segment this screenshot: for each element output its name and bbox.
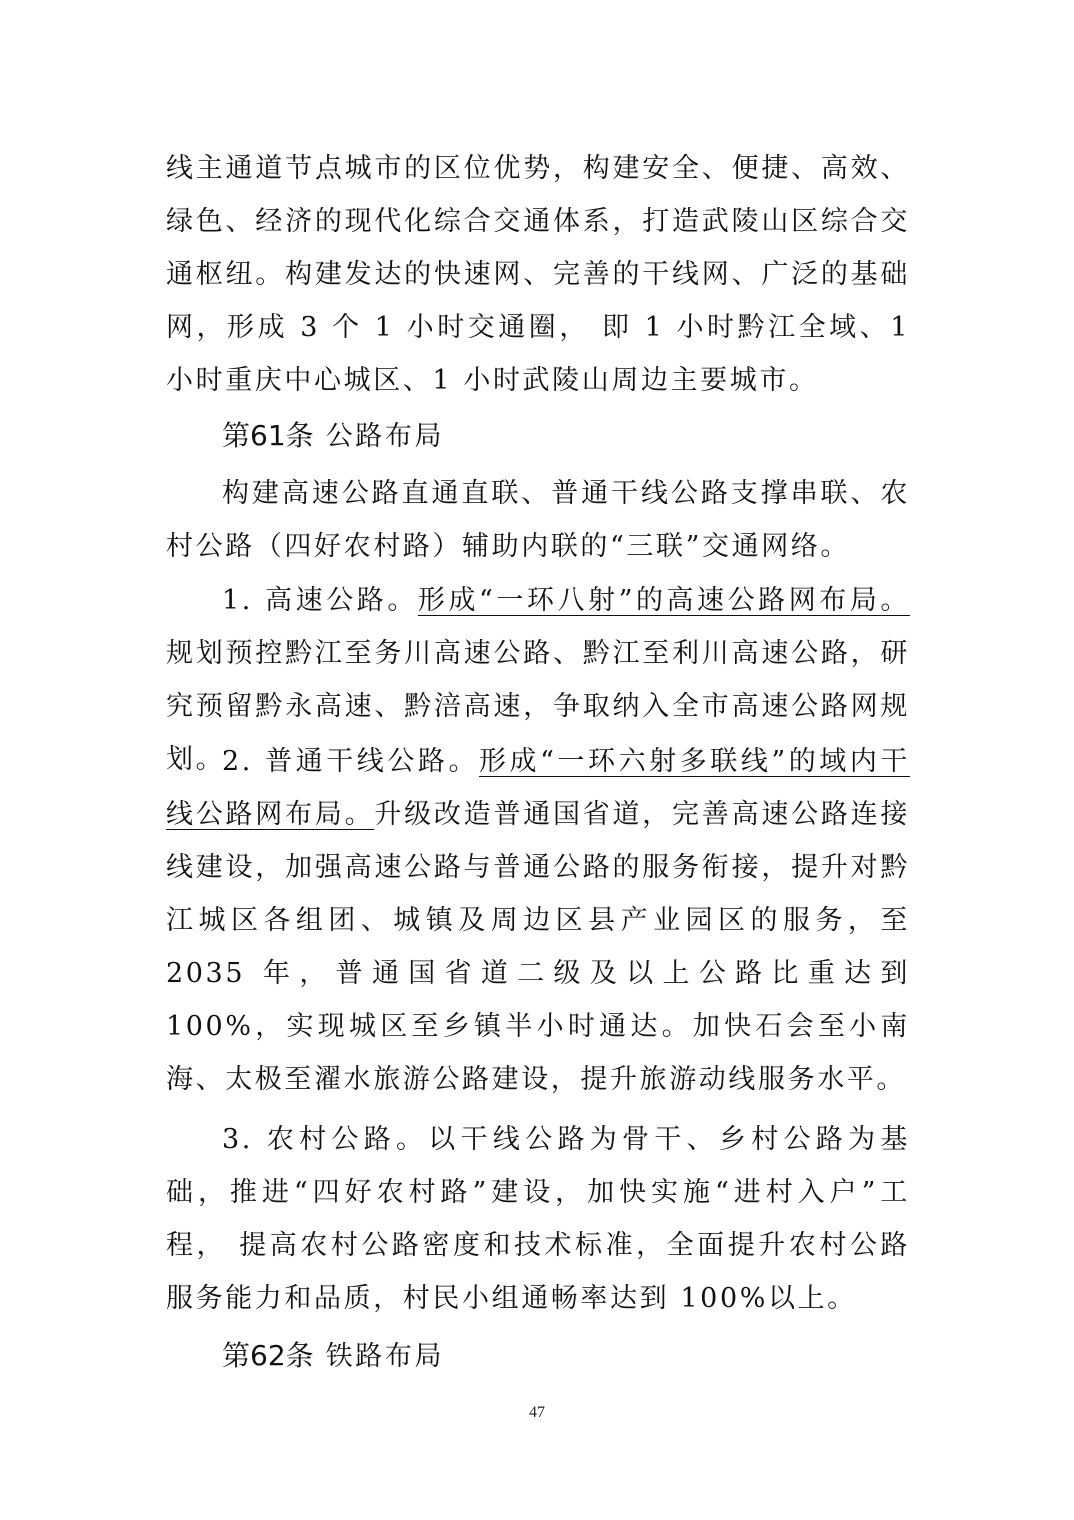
paragraph-text: 线主通道节点城市的区位优势，构建安全、便捷、高效、绿色、经济的现代化综合交通体系，打造武陵山区综合交通枢纽。构建发达的快速网、完善的干线网、广泛的基础网，形成 3 个 1 小时交通圈， 即 1 小时黔江全域、1 小时重庆中心城区、1 小时武陵山周边主要城市。 <box>166 153 910 396</box>
paragraph-transport-system <box>166 142 910 407</box>
underlined-text: 形成“一环八射”的高速公路网布局。 <box>417 585 910 616</box>
paragraph-lead: 2. 普通干线公路。 <box>222 746 479 777</box>
article-title: 铁路布局 <box>325 1341 445 1372</box>
paragraph-trunk-highway <box>166 735 910 1106</box>
paragraph-text: 规划预控黔江至务川高速公路、黔江至利川高速公路，研究预留黔永高速、黔涪高速，争取纳入全市高速公路网规划。 <box>166 638 910 775</box>
paragraph-lead: 1. 高速公路。 <box>222 585 418 616</box>
article-62-heading <box>222 1336 444 1377</box>
paragraph-text: 构建高速公路直通直联、普通干线公路支撑串联、农村公路（四好农村路）辅助内联的“三联”交通网络。 <box>166 478 910 562</box>
article-61-heading <box>222 416 444 457</box>
paragraph-text: 3. 农村公路。以干线公路为骨干、乡村公路为基础，推进“四好农村路”建设，加快实施“进村入户”工程， 提高农村公路密度和技术标准，全面提升农村公路服务能力和品质，村民小组通畅率达到 100%以上。 <box>166 1124 910 1314</box>
paragraph-text: 升级改造普通国省道，完善高速公路连接线建设，加强高速公路与普通公路的服务衔接，提升对黔江城区各组团、城镇及周边区县产业园区的服务，至 2035 年，普通国省道二级及以上公路比重达到 100%，实现城区至乡镇半小时通达。加快石会至小南海、太极至濯水旅游公路建设，提升旅游动线服务水平。 <box>166 799 910 1095</box>
underlined-text: 形成“一环六射多联线”的域内干线公路网布局。 <box>166 746 910 830</box>
page-number: 47 <box>529 1404 545 1421</box>
article-number: 第61条 <box>222 419 314 452</box>
paragraph-three-link-network <box>166 467 910 573</box>
paragraph-rural-roads <box>166 1113 910 1325</box>
article-number: 第62条 <box>222 1339 314 1372</box>
article-title: 公路布局 <box>325 421 445 452</box>
